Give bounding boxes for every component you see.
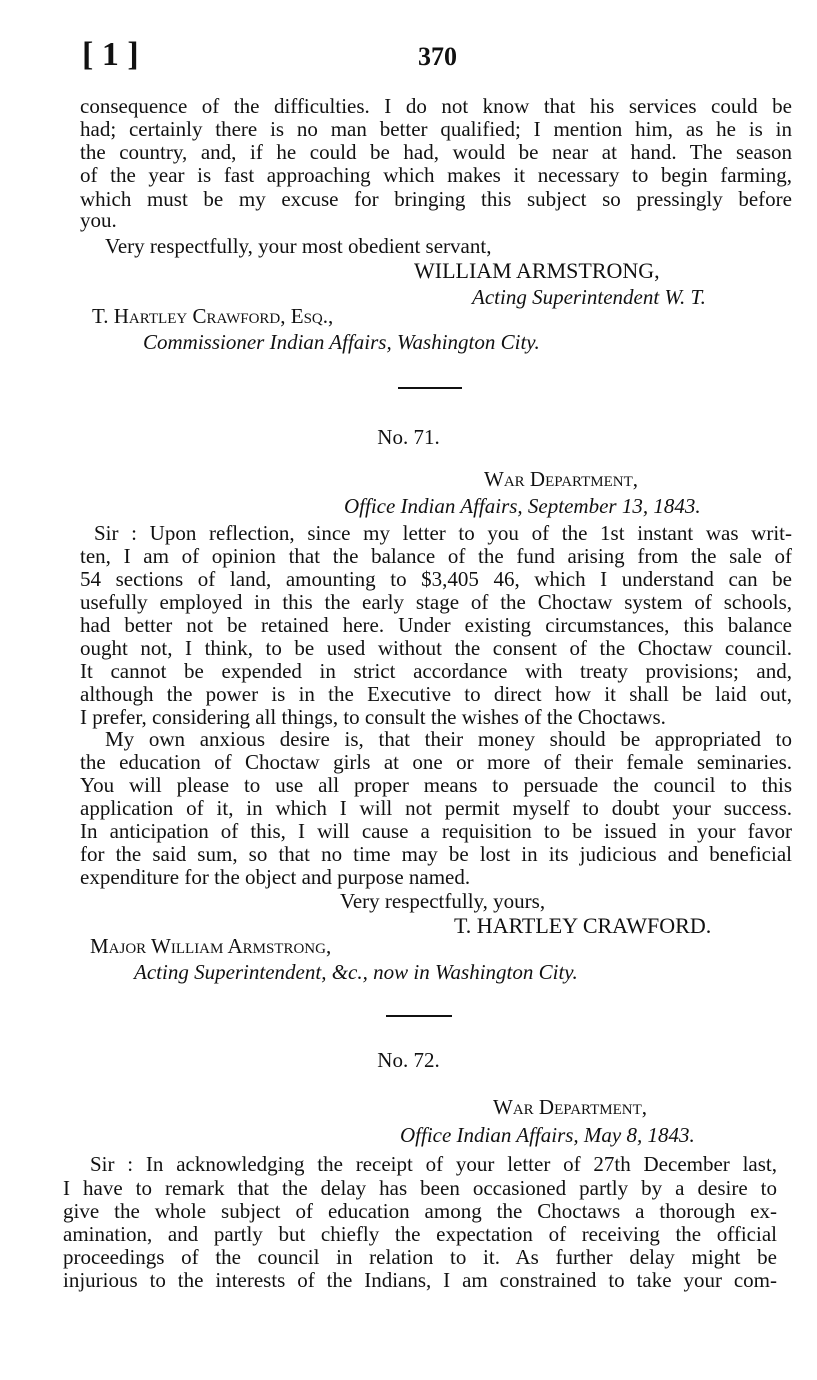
body-line: ought not, I think, to be used without the consent of the Choctaw council. xyxy=(80,636,792,660)
body-line: the education of Choctaw girls at one or more of their female seminaries. xyxy=(80,750,792,774)
body-line: It cannot be expended in strict accordance with treaty provisions; and, xyxy=(80,659,792,683)
body-line: I have to remark that the delay has been occasioned partly by a desire to xyxy=(63,1176,777,1200)
signature-title: Acting Superintendent W. T. xyxy=(472,285,706,309)
department-line: War Department, xyxy=(484,467,639,491)
body-line: Sir : Upon reflection, since my letter to you of the 1st instant was writ- xyxy=(94,521,792,545)
body-line: ten, I am of opinion that the balance of the fund arising from the sale of xyxy=(80,544,792,568)
body-line: which must be my excuse for bringing this subject so pressingly before xyxy=(80,187,792,211)
section-divider xyxy=(398,387,462,389)
addressee-title: Commissioner Indian Affairs, Washington City. xyxy=(143,330,540,354)
signature-name: WILLIAM ARMSTRONG, xyxy=(414,258,660,283)
body-line: had better not be retained here. Under existing circumstances, this balance xyxy=(80,613,792,637)
dateline: Office Indian Affairs, September 13, 1843. xyxy=(344,494,701,518)
letter-number: No. 72. xyxy=(377,1048,440,1072)
body-line: you. xyxy=(80,208,117,232)
body-line: usefully employed in this the early stage of the Choctaw system of schools, xyxy=(80,590,792,614)
body-line: the country, and, if he could be had, would be near at hand. The season xyxy=(80,140,792,164)
section-divider xyxy=(386,1015,452,1017)
bracket-number: [ 1 ] xyxy=(82,36,139,73)
department-line: War Department, xyxy=(493,1095,648,1119)
addressee-name: Major William Armstrong, xyxy=(90,934,332,958)
closing-line: Very respectfully, yours, xyxy=(340,889,546,913)
body-line: give the whole subject of education among the Choctaws a thorough ex- xyxy=(63,1199,777,1223)
body-line: amination, and partly but chiefly the expectation of receiving the official xyxy=(63,1222,777,1246)
body-line: had; certainly there is no man better qualified; I mention him, as he is in xyxy=(80,117,792,141)
body-line: 54 sections of land, amounting to $3,405 46, which I understand can be xyxy=(80,567,792,591)
addressee-title: Acting Superintendent, &c., now in Washington City. xyxy=(134,960,578,984)
body-line: proceedings of the council in relation to it. As further delay might be xyxy=(63,1245,777,1269)
closing-line: Very respectfully, your most obedient servant, xyxy=(105,234,492,258)
page-number: 370 xyxy=(418,42,457,71)
letter-number: No. 71. xyxy=(377,425,440,449)
addressee-name: T. Hartley Crawford, Esq., xyxy=(92,304,334,328)
body-line: although the power is in the Executive to direct how it shall be laid out, xyxy=(80,682,792,706)
body-line: In anticipation of this, I will cause a requisition to be issued in your favor xyxy=(80,819,792,843)
dateline: Office Indian Affairs, May 8, 1843. xyxy=(400,1123,695,1147)
body-line: I prefer, considering all things, to consult the wishes of the Choctaws. xyxy=(80,705,666,729)
body-line: application of it, in which I will not permit myself to doubt your success. xyxy=(80,796,792,820)
body-line: of the year is fast approaching which makes it necessary to begin farming, xyxy=(80,163,792,187)
body-line: expenditure for the object and purpose named. xyxy=(80,865,471,889)
body-line: Sir : In acknowledging the receipt of your letter of 27th December last, xyxy=(90,1152,777,1176)
signature-name: T. HARTLEY CRAWFORD. xyxy=(454,913,712,938)
body-line: My own anxious desire is, that their money should be appropriated to xyxy=(105,727,792,751)
body-line: for the said sum, so that no time may be lost in its judicious and beneficial xyxy=(80,842,792,866)
body-line: You will please to use all proper means to persuade the council to this xyxy=(80,773,792,797)
body-line: consequence of the difficulties. I do not know that his services could be xyxy=(80,94,792,118)
body-line: injurious to the interests of the Indians, I am constrained to take your com- xyxy=(63,1268,777,1292)
